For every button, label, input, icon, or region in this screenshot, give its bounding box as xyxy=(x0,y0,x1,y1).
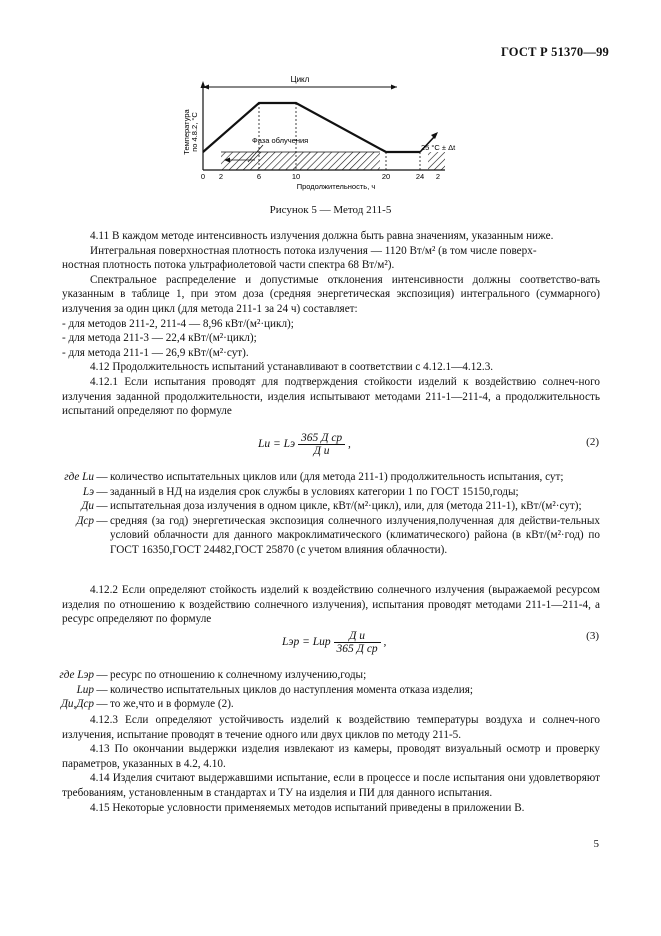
temp-label: 25 °С ± Δt xyxy=(421,143,456,152)
definition-term: Дср xyxy=(76,514,94,527)
formula-2-tail: , xyxy=(348,438,351,451)
dose-item-3: - для метода 211-1 — 26,9 кВт/(м²·сут). xyxy=(62,346,249,359)
definition-term: Lэ xyxy=(82,485,94,498)
x-axis-label: Продолжительность, ч xyxy=(296,182,376,191)
definition-row: Дср — средняя (за год) энергетическая экспозиция солнечного излучения,полученная для действи-тельных условий облачности для данного макроклиматического (климатического) района (в кВт/(м²·год) по ГОСТ 16350,ГОСТ 24482,ГОСТ 25870 (с учетом влияния облачности). xyxy=(32,514,600,558)
figure-caption: Рисунок 5 — Метод 211-5 xyxy=(269,204,392,216)
definition-term: Lир xyxy=(76,683,94,696)
definition-row: Lир — количество испытательных циклов до наступления момента отказа изделия; xyxy=(32,683,600,698)
x-tick-24: 24 xyxy=(415,172,425,181)
paragraph-4-14: 4.14 Изделия считают выдержавшими испытание, если в процессе и после испытания они удовлетворяют требованиям, установленным в стандартах и ТУ на изделия и ПИ для данного испытания. xyxy=(62,772,600,799)
formula-3-definitions xyxy=(32,668,600,712)
phase-label: Фаза облучения xyxy=(252,136,309,145)
dose-item-2: - для метода 211-3 — 22,4 кВт/(м²·цикл); xyxy=(62,332,257,345)
irradiation-phase-hatch xyxy=(221,152,380,170)
definition-text: то же,что и в формуле (2). xyxy=(110,698,234,711)
definition-text: количество испытательных циклов или (для метода 211-1) продолжительность испытания, сут; xyxy=(110,471,564,483)
paragraph-4-12: 4.12 Продолжительность испытаний устанавливают в соответствии с 4.12.1—4.12.3. xyxy=(90,361,494,374)
paragraph-4-13: 4.13 По окончании выдержки изделия извлекают из камеры, проводят визуальный осмотр и проверку параметров, указанных в 4.2, 4.10. xyxy=(62,743,600,770)
paragraph-spectral: Спектральное распределение и допустимые отклонения интенсивности должны соответство-вать указанным в таблице 1, при этом доза (средняя энергетическая экспозиция) интегрального (суммарного) излучения за один цикл (для метода 211-1 за 24 ч) составляет: xyxy=(62,273,600,315)
paragraph-integral-1: Интегральная поверхностная плотность потока излучения — 1120 Вт/м² (в том числе поверх- xyxy=(90,244,537,257)
definition-term: Ди,Дср xyxy=(60,698,94,711)
definition-text: ресурс по отношению к солнечному излучению,годы; xyxy=(110,669,367,681)
definition-term: где Lи xyxy=(64,471,94,483)
formula-3-number: (3) xyxy=(586,630,599,642)
x-tick-2: 2 xyxy=(218,172,224,181)
paragraph-4-15: 4.15 Некоторые условности применяемых методов испытаний приведены в приложении В. xyxy=(90,801,525,814)
definition-row: Lэ — заданный в НД на изделия срок службы в условиях категории 1 по ГОСТ 15150,годы; xyxy=(32,485,600,500)
definition-row: Ди — испытательная доза излучения в одном цикле, кВт/(м²·цикл), или, для (метода 211-1), кВт/(м²·сут); xyxy=(32,499,600,514)
document-header: ГОСТ Р 51370—99 xyxy=(500,45,609,59)
method-211-5-chart xyxy=(180,70,480,195)
y-axis-label-2: по 4.8.2, °С xyxy=(190,112,199,152)
x-tick-2b: 2 xyxy=(435,172,441,181)
paragraph-4-12-1: 4.12.1 Если испытания проводят для подтверждения стойкости изделий к воздействию солнеч-ного излучения заданной продолжительности, изделия испытывают методами 211-1—211-4, а продолжительность испытаний определяют по формуле xyxy=(62,375,600,418)
definition-text: количество испытательных циклов до наступления момента отказа изделия; xyxy=(110,683,473,696)
definition-row: Ди,Дср — то же,что и в формуле (2). xyxy=(32,697,600,712)
temperature-profile xyxy=(203,103,420,152)
definition-term: Ди xyxy=(81,500,94,513)
x-tick-20: 20 xyxy=(381,172,391,181)
formula-2-definitions xyxy=(32,470,600,558)
definition-text: заданный в НД на изделия срок службы в условиях категории 1 по ГОСТ 15150,годы; xyxy=(110,485,519,498)
formula-3 xyxy=(282,630,386,655)
cycle-label: Цикл xyxy=(290,75,310,84)
paragraph-integral-2: ностная плотность потока ультрафиолетовой части спектра 68 Вт/м²). xyxy=(62,259,395,272)
dose-item-1: - для методов 211-2, 211-4 — 8,96 кВт/(м²·цикл); xyxy=(62,317,294,330)
formula-2 xyxy=(258,432,351,457)
formula-3-tail: , xyxy=(383,636,387,649)
y-axis-label-1: Температура xyxy=(182,109,191,155)
paragraph-4-12-3: 4.12.3 Если определяют устойчивость изделий к воздействию температуры воздуха и солнеч-ного излучения, испытание проводят в течение одного или двух циклов по методу 211-5. xyxy=(62,714,600,741)
definition-row: где Lэр — ресурс по отношению к солнечному излучению,годы; xyxy=(32,668,600,683)
x-tick-0: 0 xyxy=(200,172,206,181)
definition-row: где Lи — количество испытательных циклов или (для метода 211-1) продолжительность испытания, сут; xyxy=(32,470,600,485)
definition-text: испытательная доза излучения в одном цикле, кВт/(м²·цикл), или, для (метода 211-1), кВт/(м²·сут); xyxy=(110,500,582,513)
formula-2-numerator: 365 Д ср xyxy=(298,432,345,445)
definition-text: средняя (за год) энергетическая экспозиция солнечного излучения,полученная для действи-тельных условий облачности для данного макроклиматического (климатического) района (в кВт/(м²·год) по ГОСТ 16350,ГОСТ 24482,ГОСТ 25870 (с учетом влияния облачности). xyxy=(110,514,600,556)
formula-2-lhs: Lи = Lэ xyxy=(258,438,296,451)
formula-3-denominator: 365 Д ср xyxy=(336,643,378,655)
definition-term: где Lэр xyxy=(59,669,94,681)
formula-2-denominator: Д и xyxy=(313,445,330,457)
paragraph-4-12-2: 4.12.2 Если определяют стойкость изделий к воздействию солнечного излучения (выражаемой ресурсом изделия по отношению к воздействию солнечного излучения), испытания проводят методами 211-1—211-4, а ресурс определяют по формуле xyxy=(62,584,600,626)
formula-2-number: (2) xyxy=(586,436,599,448)
page-number: 5 xyxy=(593,838,599,850)
x-tick-6: 6 xyxy=(256,172,262,181)
formula-3-lhs: Lэр = Lир xyxy=(282,636,331,649)
paragraph-4-11: 4.11 В каждом методе интенсивность излучения должна быть равна значениям, указанным ниже. xyxy=(90,230,554,242)
formula-3-numerator: Д и xyxy=(334,630,381,643)
x-tick-10: 10 xyxy=(291,172,301,181)
